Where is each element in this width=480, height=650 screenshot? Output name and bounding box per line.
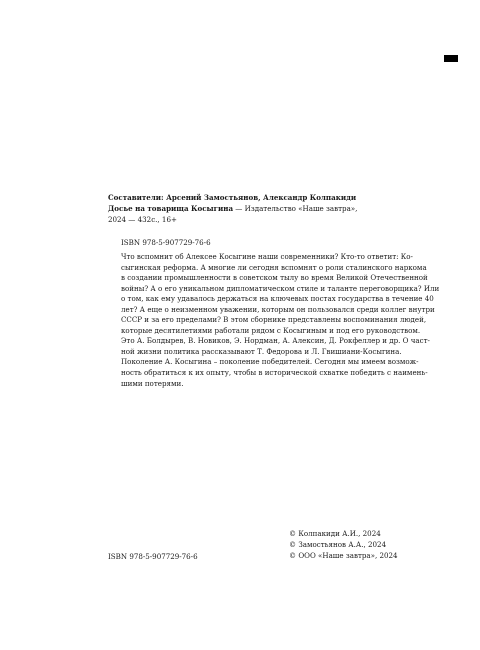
abstract-line: ной жизни политика рассказывают Т. Федорова и Л. Гвишиани-Косыгина. [121,346,402,356]
book-title: Досье на товарища Косыгина [108,204,234,214]
abstract-line: лет? А еще о неизменном уважении, которым он пользовался среди коллег внутри [121,304,435,314]
copyright-line: © ООО «Наше завтра», 2024 [289,551,398,561]
abstract-line: в создании промышленности в советском тылу во время Великой Отечественной [121,273,428,283]
abstract-line: сыгинская реформа. А многие ли сегодня вспомнят о роли сталинского наркома [121,262,427,272]
abstract-paragraph-1 [108,252,440,357]
copyright-line: © Замостьянов А.А., 2024 [289,540,387,550]
corner-marker [444,55,458,62]
abstract-line: которые десятилетиями работали рядом с Косыгиным и под его руководством. [121,325,421,335]
publisher: — Издательство «Наше завтра», [233,204,358,214]
abstract-line: Это А. Болдырев, В. Новиков, Э. Нордман, А. Алексин, Д. Рокфеллер и др. О част- [121,336,430,346]
abstract-paragraph-2 [108,357,428,389]
book-credits [108,192,410,225]
title-line [108,203,410,214]
abstract-line: Поколение А. Косыгина – поколение победителей. Сегодня мы имеем возмож- [121,357,419,367]
copyright-block [289,528,398,562]
abstract-line: ность обратиться к их опыту, чтобы в исторической схватке победить с наимень- [121,368,428,378]
isbn-bottom: ISBN 978-5-907729-76-6 [108,552,198,561]
abstract-line: СССР и за его пределами? В этом сборнике представлены воспоминания людей, [121,315,427,325]
abstract-line: шими потерями. [121,378,184,388]
copyright-line: © Колпакиди А.И., 2024 [289,529,381,538]
abstract-line: о том, как ему удавалось держаться на ключевых постах государства в течение 40 [121,294,434,304]
compilers-line: Составители: Арсений Замостьянов, Александр Колпакиди [108,193,357,202]
abstract [108,252,440,389]
abstract-line: Что вспомнит об Алексее Косыгине наши современники? Кто-то ответит: Ко- [121,252,413,261]
publication-details: 2024 — 432с., 16+ [108,215,177,225]
abstract-line: войны? А о его уникальном дипломатическом стиле и таланте переговорщика? Или [121,283,440,293]
isbn-top: ISBN 978-5-907729-76-6 [121,238,211,247]
